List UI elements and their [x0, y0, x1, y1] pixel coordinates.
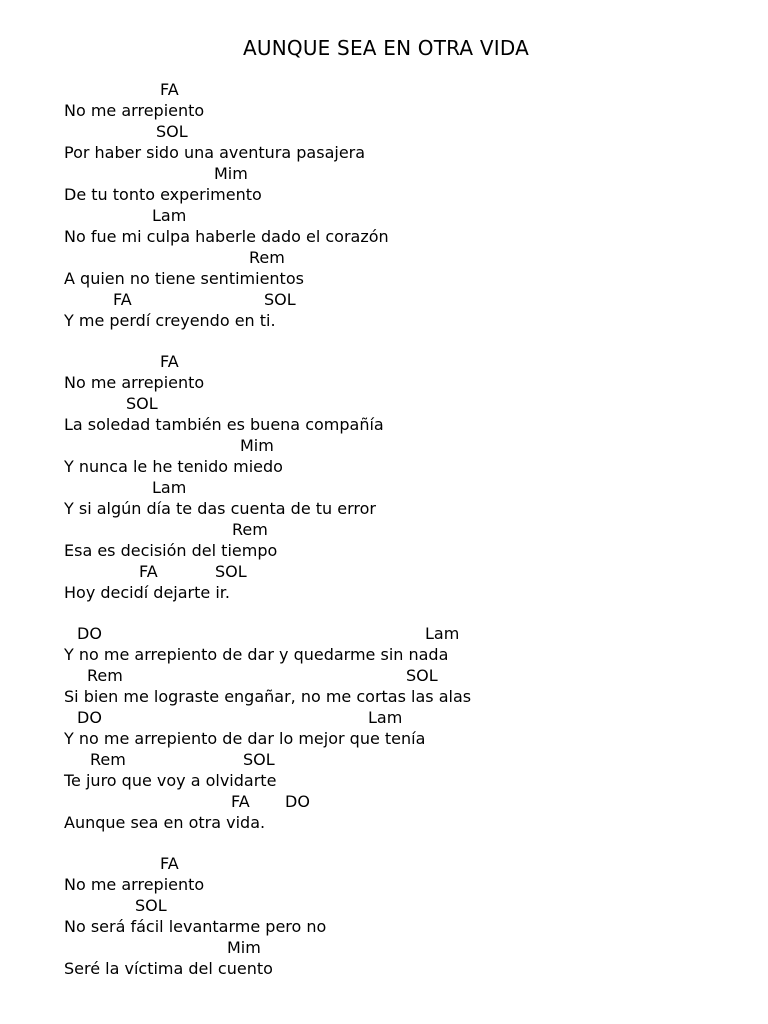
song-title [0, 36, 768, 60]
lyric-line: Si bien me lograste engañar, no me cortas las alas [64, 687, 472, 706]
chord: Lam [368, 708, 403, 727]
lyric-line: Te juro que voy a olvidarte [64, 771, 277, 790]
chord: FA [113, 290, 132, 309]
chord: Mim [240, 436, 274, 455]
chord: Rem [232, 520, 268, 539]
chord: FA [160, 80, 179, 99]
chord: DO [285, 792, 310, 811]
lyric-line: A quien no tiene sentimientos [64, 269, 304, 288]
lyric-line: Y nunca le he tenido miedo [64, 457, 283, 476]
lyric-line: La soledad también es buena compañía [64, 415, 384, 434]
lyric-line: Aunque sea en otra vida. [64, 813, 266, 832]
chord: SOL [406, 666, 438, 685]
chord: SOL [135, 896, 167, 915]
chord: Rem [249, 248, 285, 267]
chord: Lam [152, 206, 187, 225]
chord: FA [160, 854, 179, 873]
lyric-line: Y si algún día te das cuenta de tu error [64, 499, 376, 518]
chord: Mim [227, 938, 261, 957]
chord: SOL [243, 750, 275, 769]
song-title-text: AUNQUE SEA EN OTRA VIDA [243, 36, 529, 60]
lyric-line: Y no me arrepiento de dar y quedarme sin nada [64, 645, 449, 664]
chord: SOL [126, 394, 158, 413]
lyric-line: Hoy decidí dejarte ir. [64, 583, 230, 602]
lyric-line: No será fácil levantarme pero no [64, 917, 327, 936]
chord: FA [160, 352, 179, 371]
chord: SOL [156, 122, 188, 141]
chord: SOL [264, 290, 296, 309]
chord: Rem [90, 750, 126, 769]
lyric-line: No me arrepiento [64, 373, 205, 392]
chord: Lam [152, 478, 187, 497]
lyric-line: Y no me arrepiento de dar lo mejor que tenía [64, 729, 426, 748]
chord: DO [77, 708, 102, 727]
lyric-line: Seré la víctima del cuento [64, 959, 273, 978]
lyric-line: Y me perdí creyendo en ti. [64, 311, 276, 330]
chord: Mim [214, 164, 248, 183]
chord: FA [231, 792, 250, 811]
chord: Rem [87, 666, 123, 685]
chord: SOL [215, 562, 247, 581]
lyric-line: No me arrepiento [64, 875, 205, 894]
chord: DO [77, 624, 102, 643]
lyric-line: No fue mi culpa haberle dado el corazón [64, 227, 389, 246]
lyric-line: No me arrepiento [64, 101, 205, 120]
chord: Lam [425, 624, 460, 643]
lyric-line: De tu tonto experimento [64, 185, 262, 204]
lyric-line: Esa es decisión del tiempo [64, 541, 278, 560]
lyric-line: Por haber sido una aventura pasajera [64, 143, 366, 162]
chord: FA [139, 562, 158, 581]
